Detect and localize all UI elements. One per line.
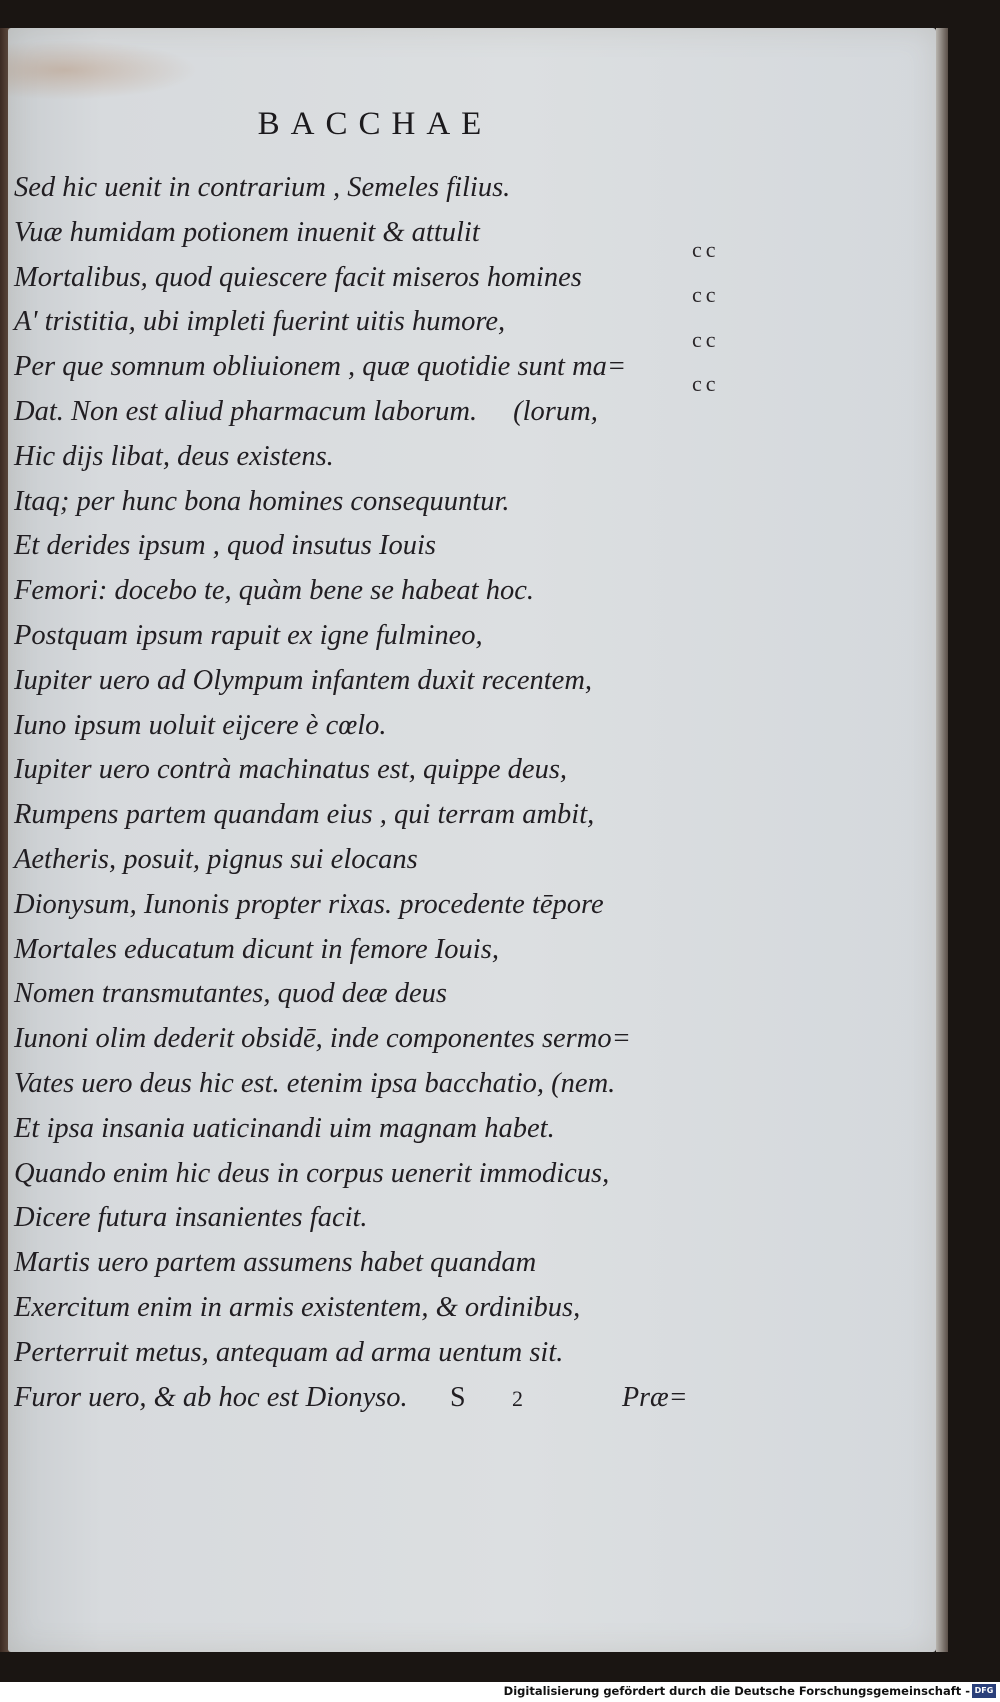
text-line <box>14 928 714 973</box>
margin-quote-mark: cc <box>692 281 720 307</box>
text-line <box>14 748 714 793</box>
text-line-content: Dicere futura insanientes facit. <box>14 1202 368 1234</box>
text-line <box>14 569 714 614</box>
text-line-content: Perterruit metus, antequam ad arma uentum sit. <box>14 1336 564 1368</box>
text-line <box>14 390 714 435</box>
text-line-content: Per que somnum obliuionem , quæ quotidie sunt ma= <box>14 351 627 383</box>
text-line <box>14 1107 714 1152</box>
text-line-continuation: (lorum, <box>513 395 598 427</box>
dfg-logo: DFG <box>972 1684 996 1698</box>
text-line-content: Iuno ipsum uoluit eijcere è cœlo. <box>14 709 387 741</box>
page-edge <box>936 28 948 1652</box>
text-line <box>14 883 714 928</box>
text-line <box>14 972 714 1017</box>
text-line <box>14 1241 714 1286</box>
margin-quote-mark: cc <box>692 326 720 352</box>
text-line <box>14 1152 714 1197</box>
text-line-content: Iupiter uero contrà machinatus est, quippe deus, <box>14 754 568 786</box>
text-line <box>14 1196 714 1241</box>
text-line-content: Vuæ humidam potionem inuenit & attulit <box>14 216 480 248</box>
text-line-content: Quando enim hic deus in corpus uenerit immodicus, <box>14 1157 610 1189</box>
text-line <box>14 704 714 749</box>
text-line-content: Vates uero deus hic est. etenim ipsa bacchatio, (nem. <box>14 1067 616 1099</box>
text-line-content: Furor uero, & ab hoc est Dionyso. <box>14 1381 408 1413</box>
text-line <box>14 1331 714 1376</box>
text-line <box>14 659 714 704</box>
page-footer <box>0 1382 760 1422</box>
margin-quote-mark: cc <box>692 371 720 397</box>
text-line-content: Itaq; per hunc bona homines consequuntur. <box>14 485 510 517</box>
margin-quote-mark: cc <box>692 237 720 262</box>
text-line-content: Iupiter uero ad Olympum infantem duxit recentem, <box>14 664 593 696</box>
text-line-content: Et ipsa insania uaticinandi uim magnam habet. <box>14 1112 555 1144</box>
text-line-content: Sed hic uenit in contrarium , Semeles filius. <box>14 172 511 203</box>
text-line-content: Dionysum, Iunonis propter rixas. procedente tēpore <box>14 888 604 920</box>
text-line <box>14 300 714 345</box>
signature-mark: S <box>450 1382 466 1413</box>
text-line <box>14 1062 714 1107</box>
text-line-content: Nomen transmutantes, quod deæ deus <box>14 978 448 1010</box>
text-line <box>14 211 714 256</box>
text-line-content: Aetheris, posuit, pignus sui elocans <box>14 843 418 875</box>
digitization-credit: Digitalisierung gefördert durch die Deutsche Forschungsgemeinschaft - <box>503 1684 970 1698</box>
text-line <box>14 793 714 838</box>
margin-quote-marks <box>692 228 732 407</box>
text-line <box>14 345 714 390</box>
signature-number: 2 <box>512 1386 523 1411</box>
text-block <box>14 166 714 1420</box>
text-line <box>14 838 714 883</box>
text-line-content: Postquam ipsum rapuit ex igne fulmineo, <box>14 619 483 651</box>
text-line <box>14 1286 714 1331</box>
text-line-content: Exercitum enim in armis existentem, & ordinibus, <box>14 1291 581 1323</box>
text-line-content: Mortales educatum dicunt in femore Iouis, <box>14 933 499 965</box>
text-line-content: Et derides ipsum , quod insutus Iouis <box>14 530 436 562</box>
text-line-content: A' tristitia, ubi impleti fuerint uitis humore, <box>14 306 506 338</box>
text-line-content: Iunoni olim dederit obsidē, inde componentes sermo= <box>14 1023 631 1055</box>
text-line-content: Hic dijs libat, deus existens. <box>14 440 334 472</box>
text-line <box>14 435 714 480</box>
catchword: Præ= <box>622 1382 688 1413</box>
text-line-content: Mortalibus, quod quiescere facit miseros homines <box>14 261 582 293</box>
text-line-content: Femori: docebo te, quàm bene se habeat hoc. <box>14 575 534 607</box>
page-stain <box>8 40 198 100</box>
text-line <box>14 256 714 301</box>
text-line-content: Dat. Non est aliud pharmacum laborum. <box>14 395 478 427</box>
text-line <box>14 1017 714 1062</box>
running-header: BACCHAE <box>257 106 493 142</box>
text-line <box>14 524 714 569</box>
text-line <box>14 614 714 659</box>
text-line <box>14 166 714 211</box>
text-line <box>14 480 714 525</box>
text-line-content: Martis uero partem assumens habet quandam <box>14 1247 537 1279</box>
text-line-content: Rumpens partem quandam eius , qui terram ambit, <box>14 799 595 831</box>
